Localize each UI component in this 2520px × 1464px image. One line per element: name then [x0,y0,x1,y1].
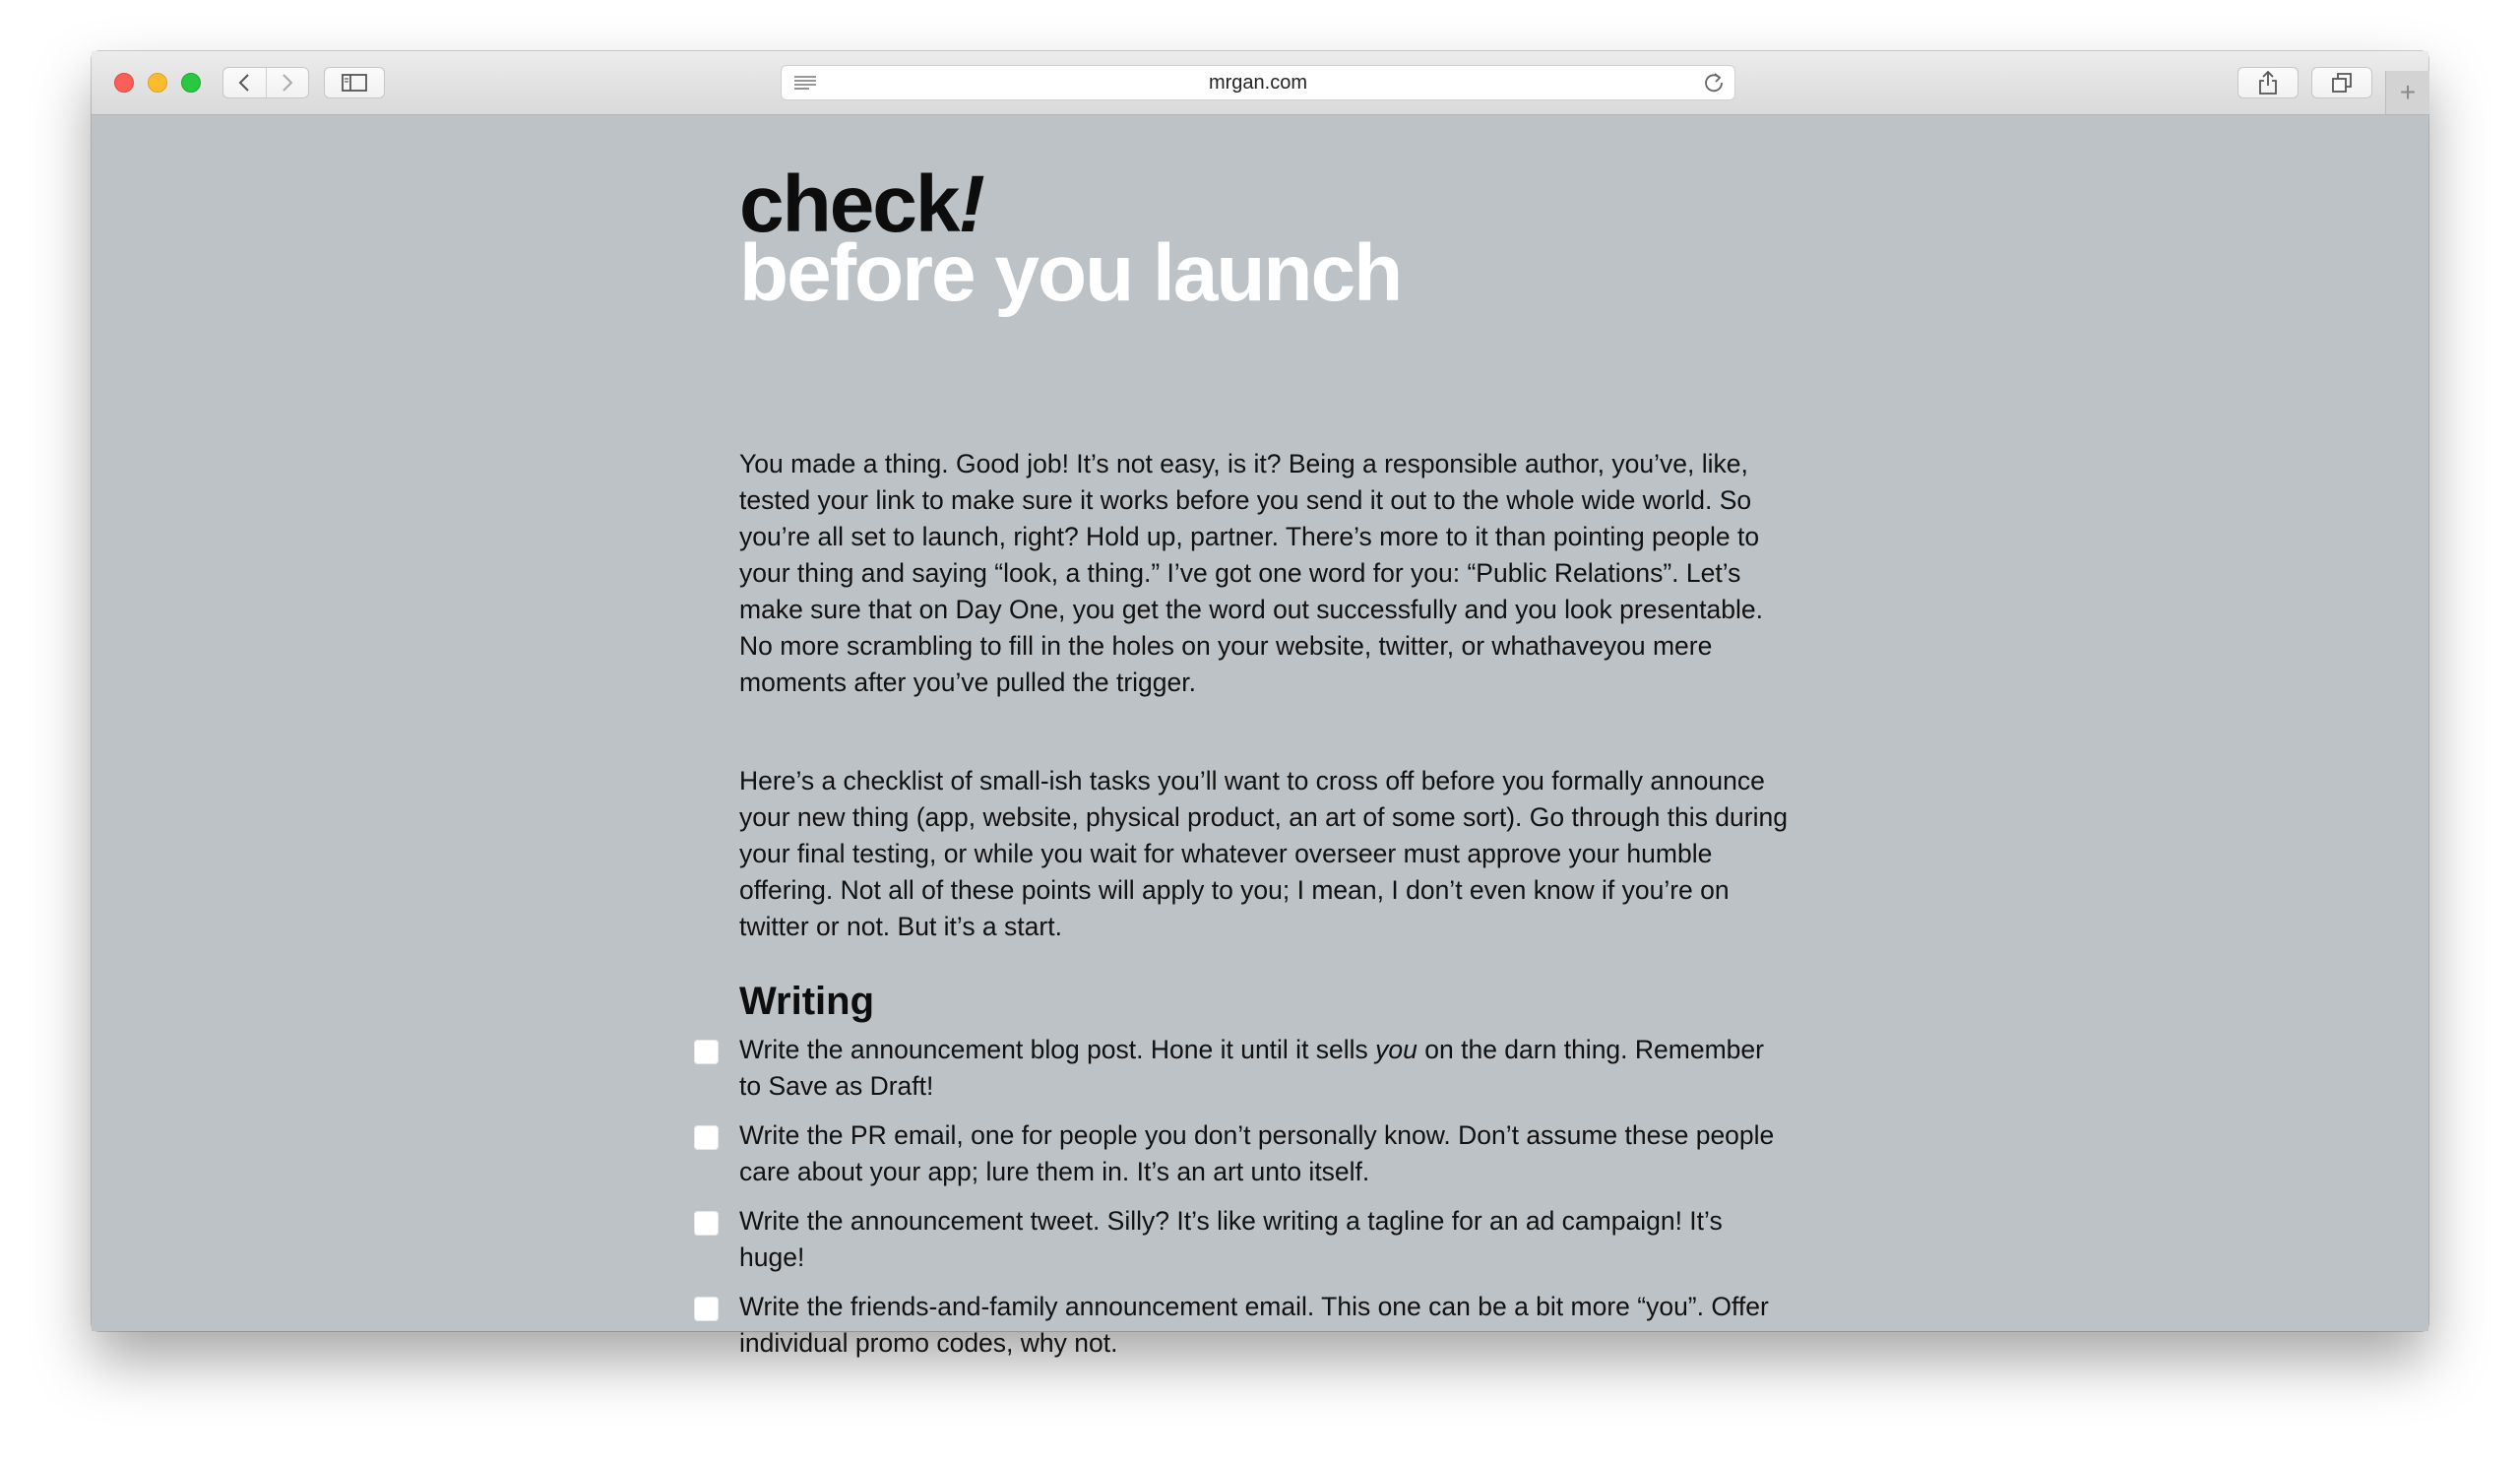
reload-button[interactable] [1703,72,1725,98]
sidebar-icon [342,73,367,93]
zoom-window-button[interactable] [181,73,201,93]
tabs-icon [2331,72,2353,94]
checklist-checkbox[interactable] [694,1040,719,1064]
show-tabs-button[interactable] [2311,67,2372,98]
checklist-text: Write the announcement tweet. Silly? It’s like writing a tagline for an ad campaign! It’s huge! [739,1206,1723,1272]
chevron-right-icon [281,73,294,93]
browser-toolbar [92,51,2428,115]
checklist-text: Write the PR email, one for people you don’t personally know. Don’t assume these people care about your app; lure them in. It’s an art unto itself. [739,1120,1775,1186]
checklist-item [739,1203,1783,1276]
navigation-buttons [222,67,309,98]
checklist-text-emphasis: you [1375,1035,1418,1064]
browser-window [92,51,2428,1358]
checklist-checkbox[interactable] [694,1297,719,1321]
checklist-text-before: Write the announcement blog post. Hone it until it sells [739,1035,1376,1064]
address-bar[interactable] [781,65,1735,100]
title-exclamation: ! [958,159,983,249]
share-icon [2258,70,2278,95]
back-button[interactable] [223,68,266,97]
checklist-checkbox[interactable] [694,1125,719,1150]
new-tab-button[interactable] [2385,71,2429,114]
intro-paragraph-1: You made a thing. Good job! It’s not easy, is it? Being a responsible author, you’ve, like, tested your link to make sure it works before you send it out to the whole wide world. So you’re all set to launch, right? Hold up, partner. There’s more to it than pointing people to your thing and saying “look, a thing.” I’ve got one word for you: “Public Relations”. Let’s make sure that on Day One, you get the word out successfully and you look presentable. No more scrambling to fill in the holes on your website, twitter, or whathaveyou mere moments after you’ve pulled the trigger. [739,449,1763,697]
minimize-window-button[interactable] [148,73,167,93]
checklist-item [739,1117,1783,1190]
forward-button[interactable] [266,68,309,97]
plus-icon: + [2399,77,2417,107]
url-text[interactable]: mrgan.com [1208,72,1308,94]
checklist-checkbox[interactable] [694,1211,719,1236]
section-heading-writing: Writing [739,980,875,1023]
page-subtitle: before you launch [739,228,1402,318]
show-sidebar-button[interactable] [324,67,385,98]
title-word: check [739,159,959,249]
checklist-item [739,1289,1783,1362]
share-button[interactable] [2237,67,2299,98]
chevron-left-icon [237,73,251,93]
checklist-text: Write the friends-and-family announcement email. This one can be a bit more “you”. Offer individual promo codes, why not. [739,1292,1769,1358]
reload-icon [1703,72,1725,94]
checklist-item [739,1032,1783,1105]
web-content [92,115,2428,1358]
checklist-text [739,1035,1764,1101]
intro-paragraph-2: Here’s a checklist of small-ish tasks you’ll want to cross off before you formally announce your new thing (app, website, physical product, an art of some sort). Go through this during your final testing, or while you wait for whatever overseer must approve your humble offering. Not all of these points will apply to you; I mean, I don’t even know if you’re on twitter or not. But it’s a start. [739,766,1788,941]
close-window-button[interactable] [114,73,134,93]
checklist-text-after: on the darn thing. Remember to Save as Draft! [739,1035,1764,1101]
